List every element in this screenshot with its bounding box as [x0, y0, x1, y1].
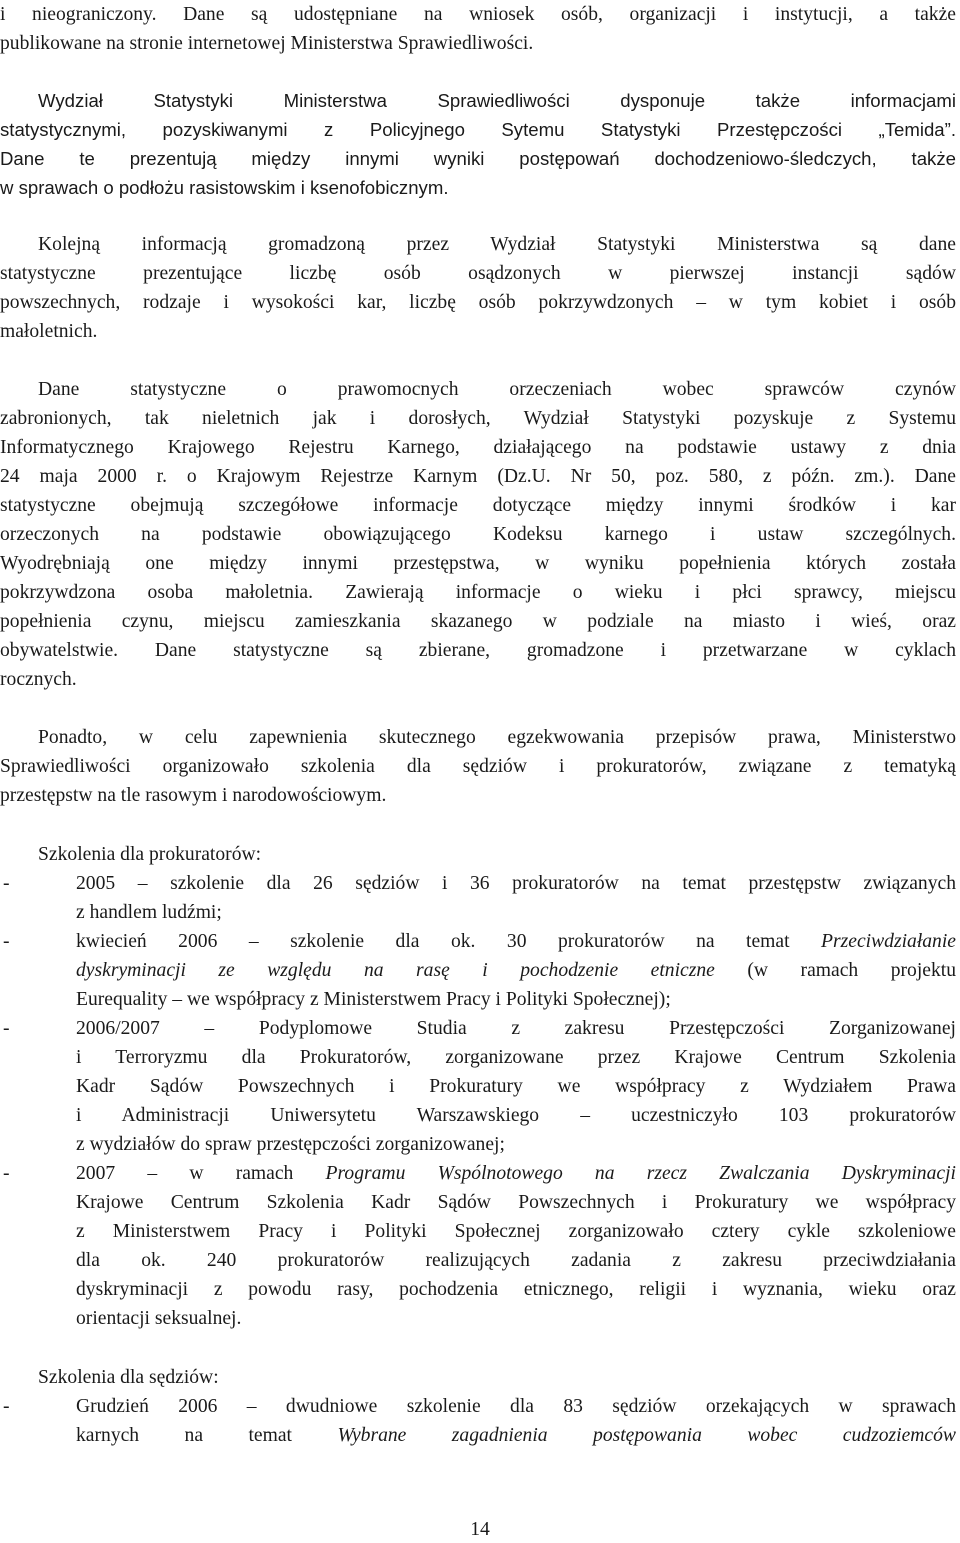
text-line: i nieograniczony. Dane są udostępniane na wniosek osób, organizacji i instytucji, a także: [0, 4, 956, 25]
list-item-line: i Administracji Uniwersytetu Warszawskiego – uczestniczyło 103 prokuratorów: [76, 1105, 956, 1126]
text-line: małoletnich.: [0, 321, 98, 342]
text-run: kwiecień 2006 – szkolenie dla ok. 30 prokuratorów na temat: [76, 931, 822, 952]
section-heading: Szkolenia dla sędziów:: [38, 1367, 219, 1388]
text-line: Wyodrębniają one między innymi przestępstwa, w wyniku popełnienia których została: [0, 553, 956, 574]
text-line: Dane statystyczne o prawomocnych orzeczeniach wobec sprawców czynów: [38, 379, 956, 400]
italic-title-run: Przeciwdziałanie: [821, 931, 956, 952]
list-marker: -: [3, 873, 10, 894]
text-line: Kolejną informacją gromadzoną przez Wydział Statystyki Ministerstwa są dane: [38, 234, 956, 255]
text-line: powszechnych, rodzaje i wysokości kar, liczbę osób pokrzywdzonych – w tym kobiet i osób: [0, 292, 956, 313]
page-number: 14: [470, 1519, 490, 1540]
list-item-line: i Terroryzmu dla Prokuratorów, zorganizowane przez Krajowe Centrum Szkolenia: [76, 1047, 956, 1068]
text-line: statystyczne obejmują szczegółowe informacje dotyczące między innymi środków i kar: [0, 495, 956, 516]
text-line: zabronionych, tak nieletnich jak i dorosłych, Wydział Statystyki pozyskuje z Systemu: [0, 408, 956, 429]
list-item-line: 2006/2007 – Podyplomowe Studia z zakresu Przestępczości Zorganizowanej: [76, 1018, 956, 1039]
text-line: statystyczne prezentujące liczbę osób osądzonych w pierwszej instancji sądów: [0, 263, 956, 284]
text-line: orzeczonych na podstawie obowiązującego Kodeksu karnego i ustaw szczególnych.: [0, 524, 956, 545]
list-item-line: z handlem ludźmi;: [76, 902, 222, 923]
text-line: statystycznymi, pozyskiwanymi z Policyjnego Sytemu Statystyki Przestępczości „Temida”.: [0, 119, 956, 140]
text-line: rocznych.: [0, 669, 77, 690]
list-item-line: [76, 927, 956, 956]
list-item-line: z wydziałów do spraw przestępczości zorganizowanej;: [76, 1134, 505, 1155]
list-item-line: Eurequality – we współpracy z Ministerstwem Pracy i Polityki Społecznej);: [76, 989, 671, 1010]
list-item-line: Kadr Sądów Powszechnych i Prokuratury we współpracy z Wydziałem Prawa: [76, 1076, 956, 1097]
text-line: pokrzywdzona osoba małoletnia. Zawierają informacje o wieku i płci sprawcy, miejscu: [0, 582, 956, 603]
text-run: karnych na temat: [76, 1425, 338, 1446]
list-marker: -: [3, 1163, 10, 1184]
italic-title-run: Programu Wspólnotowego na rzecz Zwalczania Dyskryminacji: [325, 1163, 956, 1184]
text-line: Sprawiedliwości organizowało szkolenia dla sędziów i prokuratorów, związane z tematyką: [0, 756, 956, 777]
list-item-line: [76, 1159, 956, 1188]
italic-title-run: dyskryminacji ze względu na rasę i pochodzenie etniczne: [76, 960, 715, 981]
list-item-line: [76, 956, 956, 985]
text-line: przestępstw na tle rasowym i narodowościowym.: [0, 785, 387, 806]
list-marker: -: [3, 1396, 10, 1417]
list-item-line: dla ok. 240 prokuratorów realizujących zadania z zakresu przeciwdziałania: [76, 1250, 956, 1271]
list-marker: -: [3, 1018, 10, 1039]
text-line: 24 maja 2000 r. o Krajowym Rejestrze Karnym (Dz.U. Nr 50, poz. 580, z późn. zm.). Dane: [0, 466, 956, 487]
text-line: publikowane na stronie internetowej Ministerstwa Sprawiedliwości.: [0, 33, 534, 54]
text-line: obywatelstwie. Dane statystyczne są zbierane, gromadzone i przetwarzane w cyklach: [0, 640, 956, 661]
text-line: Dane te prezentują między innymi wyniki postępowań dochodzeniowo-śledczych, także: [0, 148, 956, 169]
list-marker: -: [3, 931, 10, 952]
list-item-line: z Ministerstwem Pracy i Polityki Społecznej zorganizowało cztery cykle szkoleniowe: [76, 1221, 956, 1242]
text-run: (w ramach projektu: [714, 960, 956, 981]
text-line: Ponadto, w celu zapewnienia skutecznego egzekwowania przepisów prawa, Ministerstwo: [38, 727, 956, 748]
text-line: Wydział Statystyki Ministerstwa Sprawiedliwości dysponuje także informacjami: [38, 90, 956, 111]
list-item-line: [76, 1421, 956, 1450]
list-item-line: Grudzień 2006 – dwudniowe szkolenie dla 83 sędziów orzekających w sprawach: [76, 1396, 956, 1417]
section-heading: Szkolenia dla prokuratorów:: [38, 844, 262, 865]
list-item-line: orientacji seksualnej.: [76, 1308, 242, 1329]
italic-title-run: Wybrane zagadnienia postępowania wobec cudzoziemców: [337, 1425, 956, 1446]
text-run: 2007 – w ramach: [76, 1163, 326, 1184]
list-item-line: Krajowe Centrum Szkolenia Kadr Sądów Powszechnych i Prokuratury we współpracy: [76, 1192, 956, 1213]
text-line: popełnienia czynu, miejscu zamieszkania skazanego w podziale na miasto i wieś, oraz: [0, 611, 956, 632]
text-line: Informatycznego Krajowego Rejestru Karnego, działającego na podstawie ustawy z dnia: [0, 437, 956, 458]
text-line: w sprawach o podłożu rasistowskim i ksenofobicznym.: [0, 177, 449, 198]
list-item-line: dyskryminacji z powodu rasy, pochodzenia etnicznego, religii i wyznania, wieku oraz: [76, 1279, 956, 1300]
list-item-line: 2005 – szkolenie dla 26 sędziów i 36 prokuratorów na temat przestępstw związanych: [76, 873, 956, 894]
